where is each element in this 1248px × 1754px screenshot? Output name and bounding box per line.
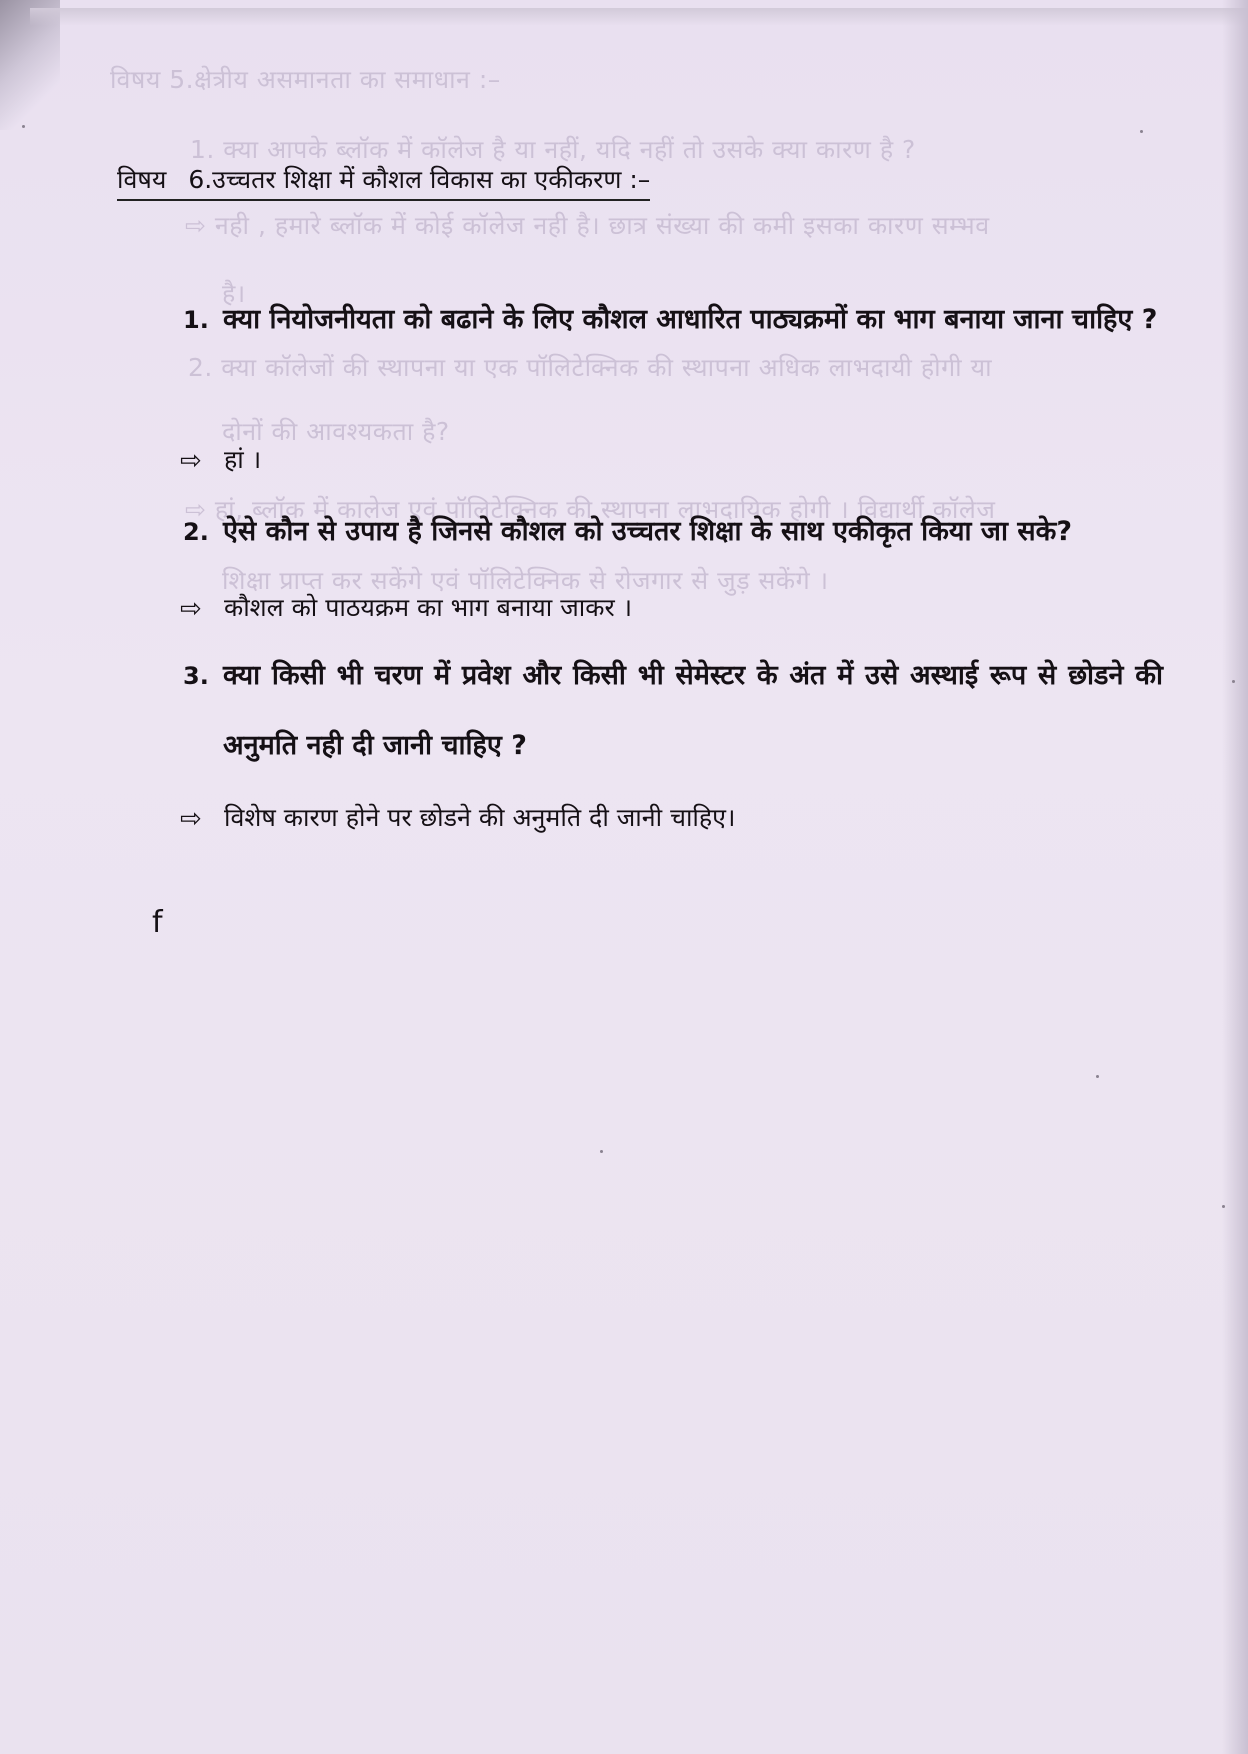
arrow-right-icon: ⇨: [180, 446, 202, 476]
question-number: 1.: [183, 306, 209, 334]
arrow-right-icon: ⇨: [180, 594, 202, 624]
bleed-through-line: 1. क्या आपके ब्लॉक में कॉलेज है या नहीं, यदि नहीं तो उसके क्या कारण है ?: [190, 135, 916, 164]
question-3: [183, 641, 1163, 781]
answer-text: विशेष कारण होने पर छोडने की अनुमति दी जानी चाहिए।: [224, 803, 736, 832]
bleed-through-line: शिक्षा प्राप्त कर सकेंगे एवं पॉलिटेक्निक से रोजगार से जुड़ सकेंगे ।: [222, 566, 829, 595]
answer-1: [180, 442, 261, 476]
bleed-through-line: 2. क्या कॉलेजों की स्थापना या एक पॉलिटेक्निक की स्थापना अधिक लाभदायी होगी या: [188, 353, 993, 382]
answer-text: हां ।: [224, 445, 262, 474]
page-right-edge: [1222, 0, 1248, 1754]
heading-title: 6.उच्चतर शिक्षा में कौशल विकास का एकीकरण :–: [188, 165, 651, 194]
bleed-through-line: ⇨ हां, ब्लॉक में कालेज एवं पॉलिटेक्निक की स्थापना लाभदायिक होगी । विद्यार्थी कॉलेज: [185, 495, 996, 524]
question-text: ऐसे कौन से उपाय है जिनसे कौशल को उच्चतर शिक्षा के साथ एकीकृत किया जा सके?: [223, 516, 1072, 547]
answer-text: कौशल को पाठयक्रम का भाग बनाया जाकर ।: [224, 593, 633, 622]
scan-speck: [1222, 1205, 1225, 1208]
scan-speck: [1096, 1075, 1099, 1078]
page-top-edge: [30, 8, 1248, 26]
scan-speck: [1140, 130, 1143, 133]
scan-speck: [600, 1150, 603, 1153]
question-text: क्या किसी भी चरण में प्रवेश और किसी भी सेमेस्टर के अंत में उसे अस्थाई रूप से छोडने की अनुमति नही दी जानी चाहिए ?: [223, 660, 1163, 761]
scan-speck: [22, 125, 25, 128]
bleed-through-line: है।: [222, 279, 246, 308]
question-number: 2.: [183, 518, 209, 546]
bleed-through-line: विषय 5.क्षेत्रीय असमानता का समाधान :–: [110, 65, 501, 94]
bleed-through-line: ⇨ नही , हमारे ब्लॉक में कोई कॉलेज नही है। छात्र संख्या की कमी इसका कारण सम्भव: [185, 211, 990, 240]
heading-label: विषय: [117, 165, 167, 194]
stray-mark: f: [152, 905, 163, 940]
question-2: [183, 497, 1163, 567]
answer-2: [180, 590, 632, 624]
question-1: [183, 285, 1163, 355]
answer-3: [180, 800, 735, 834]
bleed-through-line: दोनों की आवश्यकता है?: [222, 417, 450, 446]
question-text: क्या नियोजनीयता को बढाने के लिए कौशल आधारित पाठ्यक्रमों का भाग बनाया जाना चाहिए ?: [223, 304, 1158, 335]
question-number: 3.: [183, 662, 209, 690]
arrow-right-icon: ⇨: [180, 804, 202, 834]
section-heading: [117, 162, 650, 201]
scan-speck: [1232, 680, 1235, 683]
